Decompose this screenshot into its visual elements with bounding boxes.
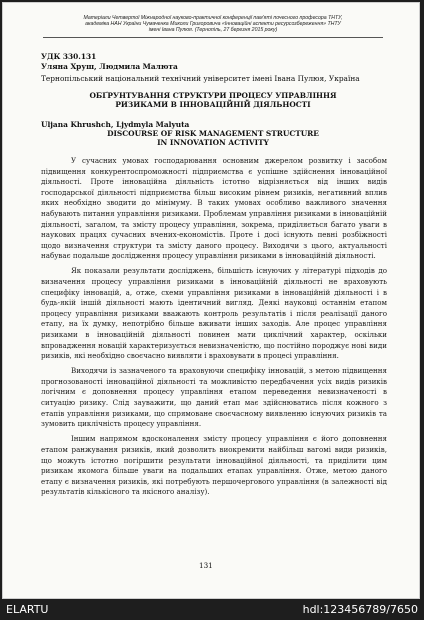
header-line: імені Івана Пулюя. (Тернопіль, 27 березня 2015 року): [148, 27, 278, 34]
footer-bar: [0, 600, 424, 620]
header-line: академіка НАН України Чумаченка Миколи Григоровича «Інноваційні аспекти ресурсозбереження» ТНТУ: [85, 21, 341, 28]
affiliation: Тернопільський національний технічний університет імені Івана Пулюя, Україна: [41, 74, 360, 83]
authors-english: Uljana Khrushch, Ljydmyla Malyuta: [41, 120, 190, 129]
authors-ukrainian: Уляна Хруш, Людмила Малюта: [41, 62, 178, 71]
udk-code: УДК 330.131: [41, 52, 97, 61]
paragraph: Іншим напрямом вдосконалення змісту процесу управління є його доповнення етапом ранжування ризиків, який дозволить виокремити найбільш вагомі види ризиків, що можуть істотно погіршити результати інноваційної діяльності, та приділити цим ризикам якомога більше уваги на подальших етапах управління. Отже, метою даного етапу є визначення ризиків, які потребують першочергового управління (в залежності від результатів кількісного та якісного аналізу).: [41, 434, 387, 497]
page-number: 131: [199, 561, 213, 570]
paragraph: Виходячи із зазначеного та враховуючи специфіку інновацій, з метою підвищення прогнозованості інноваційної діяльності та можливістю передбачення усіх видів ризиків логічним є доповнення процесу управління етапом переведення невизначеності в ситуацію ризику. Слід зауважити, що даний етап має здійснюватись після кожного з етапів управління ризиками, що спрямоване своєчасному виявленню існуючих ризиків та зумовить циклічність процесу управління.: [41, 366, 387, 429]
paragraph: Як показали результати досліджень, більшість існуючих у літературі підходів до визначення процесу управління ризиками в інноваційній діяльності не враховують специфіку інновацій, а, отже, схеми управління ризиками в інноваційній діяльності і в будь-якій іншій діяльності мають ідентичний вигляд. Деякі науковці останнім етапом процесу управління ризиками вважають контроль результатів і після реалізації даного етапу, на їх думку, непотрібно більше вживати інших заходів. Але процес управління ризиками в інноваційній діяльності повинен мати циклічний характер, оскільки впровадження новацій характеризується невизначеністю, що постійно породжує нові види ризиків, які необхідно своєчасно виявляти і враховувати в процесі управління.: [41, 266, 387, 361]
paragraph: У сучасних умовах господарювання основним джерелом розвитку і засобом підвищення конкурентоспроможності підприємства є успішне здійснення інноваційної діяльності. Проте інноваційна діяльність істотно відрізняється від інших видів господарської діяльності підприємства більш високим рівнем ризиків, негативний вплив яких необхідно зводити до мінімуму. В таких умовах особливо важливого значення набувають питання управління ризиками. Проблемам управління ризиками в інноваційній діяльності, загалом, та змісту процесу управління, зокрема, приділяється багато уваги в наукових працях сучасних вчених-економістів. Проте і досі існують певні розбіжності щодо визначення структури та змісту даного процесу. Виходячи з цього, актуальності набуває подальше дослідження процесу управління ризиками в інноваційній діяльності.: [41, 156, 387, 261]
header-line: Матеріали Четвертої Міжнародної науково-практичної конференції пам'яті почесного професора ТНТУ,: [83, 15, 343, 21]
repository-label: ELARTU: [6, 603, 49, 616]
conference-header: [43, 15, 383, 38]
title-english: DISCOURSE OF RISK MANAGEMENT STRUCTURE IN INNOVATION ACTIVITY: [107, 129, 319, 148]
document-page: [2, 2, 420, 599]
title-ukrainian: ОБҐРУНТУВАННЯ СТРУКТУРИ ПРОЦЕСУ УПРАВЛІННЯ РИЗИКАМИ В ІННОВАЦІЙНІЙ ДІЯЛЬНОСТІ: [89, 91, 337, 110]
handle-id: hdl:123456789/7650: [302, 603, 418, 616]
article-body: [41, 156, 387, 502]
